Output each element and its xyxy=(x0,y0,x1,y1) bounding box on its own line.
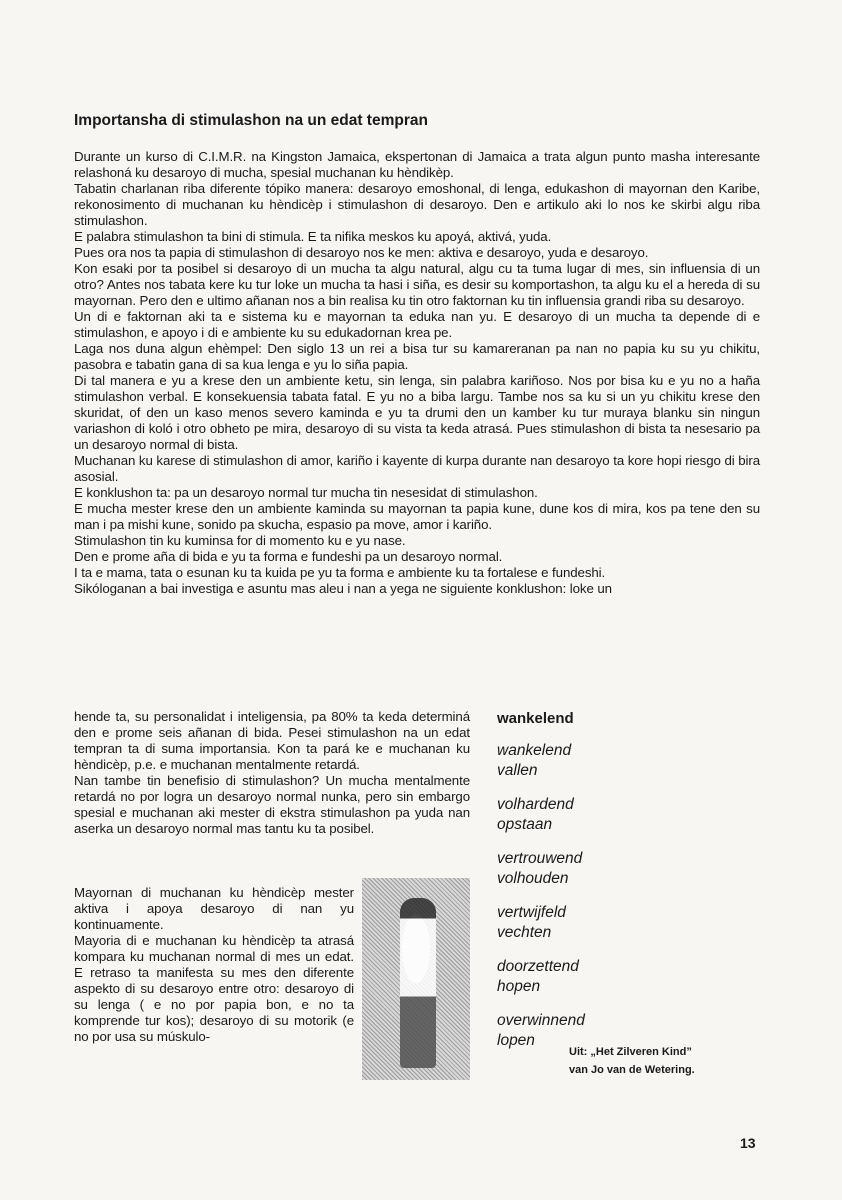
poem-line: vechten xyxy=(497,924,552,941)
poem-line: vertwijfeld xyxy=(497,904,566,921)
poem-stanza xyxy=(497,795,757,835)
paragraph: hende ta, su personalidat i inteligensia, pa 80% ta keda determiná den e prome seis añanan di bida. Pesei stimulashon na un edat tempran ta di suma importansia. Kon ta pará ke e muchanan ku hèndicèp, p.e. e muchanan mentalmente retardá. xyxy=(74,709,470,772)
poem-line: doorzettend xyxy=(497,958,579,975)
paragraph: Stimulashon tin ku kuminsa for di momento ku e yu nase. xyxy=(74,533,406,548)
paragraph: Di tal manera e yu a krese den un ambiente ketu, sin lenga, sin palabra kariñoso. Nos por bisa ku e yu no a haña stimulashon verbal. E konsekuensia tabata fatal. E yu no a biba largu. Tambe nos sa ku si un yu chikitu krese den skuridat, of den un kaso menos severo kaminda e yu ta drumi den un kamber ku tur muraya blanku sin ningun variashon di koló i otro obheto pe mira, desaroyo di su vista ta keda atrasá. Pues stimulashon di bista ta nesesario pa un desaroyo normal di bista. xyxy=(74,373,760,452)
paragraph: Den e prome aña di bida e yu ta forma e fundeshi pa un desaroyo normal. xyxy=(74,549,503,564)
poem-stanza xyxy=(497,741,757,781)
poem-line: wankelend xyxy=(497,742,572,759)
paragraph: E konklushon ta: pa un desaroyo normal tur mucha tin nesesidat di stimulashon. xyxy=(74,485,538,500)
paragraph: E palabra stimulashon ta bini di stimula. E ta nifika meskos ku apoyá, aktivá, yuda. xyxy=(74,229,552,244)
narrow-column-text xyxy=(74,885,354,1045)
poem-line: vallen xyxy=(497,762,538,779)
poem-attribution xyxy=(569,1043,769,1079)
paragraph: Muchanan ku karese di stimulashon di amor, kariño i kayente di kurpa durante nan desaroyo ta kore hopi riesgo di bira asosial. xyxy=(74,453,760,484)
paragraph: Mayoria di e muchanan ku hèndicèp ta atrasá kompara ku muchanan normal di mes un edat. E retraso ta manifesta su mes den diferente aspekto di su desaroyo entre otro: desaroyo di su lenga ( e no por papia bon, e no ta komprende tur kos); desaroyo di su motorik (e no por usa su múskulo- xyxy=(74,933,354,1044)
page-number: 13 xyxy=(740,1135,756,1151)
attribution-author: van Jo van de Wetering. xyxy=(569,1064,695,1076)
paragraph: Pues ora nos ta papia di stimulashon di desaroyo nos ke men: aktiva e desaroyo, yuda e desaroyo. xyxy=(74,245,649,260)
poem-stanza xyxy=(497,957,757,997)
poem-line: vertrouwend xyxy=(497,850,583,867)
child-photo xyxy=(362,878,470,1080)
paragraph: Laga nos duna algun ehèmpel: Den siglo 13 un rei a bisa tur su kamareranan pa nan no papia ku su yu chikitu, pasobra e tabatin gana di sa kua lenga e yu lo siña papia. xyxy=(74,341,760,372)
left-column-text xyxy=(74,709,470,837)
paragraph: Sikóloganan a bai investiga e asuntu mas aleu i nan a yega ne siguiente konklushon: loke un xyxy=(74,581,612,596)
poem-line: volhouden xyxy=(497,870,569,887)
poem-line: opstaan xyxy=(497,816,553,833)
paragraph: Nan tambe tin benefisio di stimulashon? Un mucha mentalmente retardá no por logra un desaroyo normal nunka, pero sin embargo spesial e muchanan aki mester di ekstra stimulashon pa yuda nan aserka un desaroyo normal mas tantu ku ta posibel. xyxy=(74,773,470,836)
poem-stanza xyxy=(497,903,757,943)
page-title: Importansha di stimulashon na un edat tempran xyxy=(74,112,428,129)
child-figure xyxy=(400,898,436,1068)
paragraph: E mucha mester krese den un ambiente kaminda su mayornan ta papia kune, dune kos di mira, kos pa tene den su man i pa mishi kune, sonido pa skucha, espasio pa move, amor i kariño. xyxy=(74,501,760,532)
poem-line: overwinnend xyxy=(497,1012,585,1029)
paragraph: Tabatin charlanan riba diferente tópiko manera: desaroyo emoshonal, di lenga, edukashon di mayornan den Karibe, rekonosimento di muchanan ku hèndicèp i stimulashon di desaroyo. Den e artikulo aki lo nos ke skirbi algu riba stimulashon. xyxy=(74,181,760,228)
article-body xyxy=(74,149,760,597)
paragraph: Durante un kurso di C.I.M.R. na Kingston Jamaica, ekspertonan di Jamaica a trata algun punto masha interesante relashoná ku desaroyo di mucha, spesial muchanan ku hèndikèp. xyxy=(74,149,760,180)
attribution-source: Uit: „Het Zilveren Kind” xyxy=(569,1046,692,1058)
paragraph: Un di e faktornan aki ta e sistema ku e mayornan ta eduka nan yu. E desaroyo di un mucha ta depende di e stimulashon, e apoyo i di e ambiente ku su edukadornan krea pe. xyxy=(74,309,760,340)
poem-line: hopen xyxy=(497,978,541,995)
paragraph: I ta e mama, tata o esunan ku ta kuida pe yu ta forma e ambiente ku ta fortalese e fundeshi. xyxy=(74,565,606,580)
poem-line: lopen xyxy=(497,1032,535,1049)
poem-stanza xyxy=(497,849,757,889)
poem-line: volhardend xyxy=(497,796,574,813)
poem-title: wankelend xyxy=(497,710,574,727)
poem xyxy=(497,710,757,1065)
paragraph: Kon esaki por ta posibel si desaroyo di un mucha ta algu natural, algu cu ta tuma lugar di mes, sin influensia di un otro? Antes nos tabata kere ku tur loke un mucha ta hasi i siña, es desir su komportashon, ta algu ku el a hereda di su mayornan. Pero den e ultimo añanan nos a bin realisa ku tin otro faktornan ku tin influensia grandi riba su desaroyo. xyxy=(74,261,760,308)
paragraph: Mayornan di muchanan ku hèndicèp mester aktiva i apoya desaroyo di nan yu kontinuamente. xyxy=(74,885,354,932)
